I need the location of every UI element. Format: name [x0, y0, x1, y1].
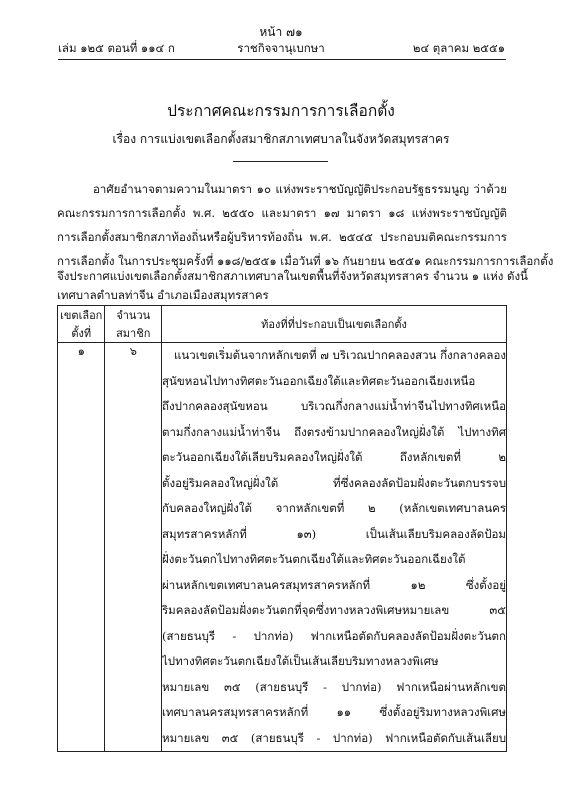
header-area-description: ท้องที่ที่ประกอบเป็นเขตเลือกตั้ง	[162, 306, 507, 343]
description-line: ริมคลองลัดป้อมฝั่งตะวันตกที่จุดซึ่งทางหลวงพิเศษหมายเลข ๓๕	[162, 603, 506, 617]
table-header-row	[58, 306, 507, 343]
description-line: สมุทรสาครหลักที่ ๑๓) เป็นเส้นเลียบริมคลองลัดป้อม	[162, 526, 506, 541]
member-count: ๖	[105, 343, 162, 752]
description-line: ไปทางทิศตะวันตกเฉียงใต้เป็นเส้นเลียบริมทางหลวงพิเศษ	[162, 654, 439, 668]
description-line: หมายเลข ๓๕ (สายธนบุรี - ปากท่อ) ฟากเหนือผ่านหลักเขต	[162, 679, 506, 694]
gazette-volume: เล่ม ๑๒๕ ตอนที่ ๑๑๔ ก	[58, 41, 175, 55]
description-line: ตะวันออกเฉียงใต้เลียบริมคลองใหญ่ฝั่งใต้ ถึงหลักเขตที่ ๒	[162, 450, 506, 464]
announcement-title: ประกาศคณะกรรมการการเลือกตั้ง	[167, 102, 395, 120]
description-line: แนวเขตเริ่มต้นจากหลักเขตที่ ๗ บริเวณปากคลองสวน กึ่งกลางคลอง	[174, 348, 506, 362]
paragraph-line: คณะกรรมการการเลือกตั้ง พ.ศ. ๒๕๕๐ และมาตรา ๑๗ มาตรา ๑๘ แห่งพระราชบัญญัติ	[57, 206, 507, 220]
district-number: ๑	[58, 343, 105, 752]
paragraph-line: จึงประกาศแบ่งเขตเลือกตั้งสมาชิกสภาเทศบาลในเขตพื้นที่จังหวัดสมุทรสาคร จำนวน ๑ แห่ง ดังนี้	[57, 269, 528, 283]
page-number: หน้า ๗๑	[259, 25, 303, 39]
description-line: หมายเลข ๓๕ (สายธนบุรี - ปากท่อ) ฟากเหนือตัดกับเส้นเลียบ	[162, 730, 506, 745]
description-line: สุนัขหอนไปทางทิศตะวันออกเฉียงใต้และทิศตะวันออกเฉียงเหนือ	[162, 373, 476, 388]
description-line: ฝั่งตะวันตกไปทางทิศตะวันตกเฉียงใต้และทิศตะวันออกเฉียงใต้	[162, 552, 466, 566]
paragraph-line: การเลือกตั้งสมาชิกสภาท้องถิ่นหรือผู้บริหารท้องถิ่น พ.ศ. ๒๕๔๕ ประกอบมติคณะกรรมการ	[57, 230, 507, 244]
area-description	[162, 343, 507, 752]
paragraph-line: การเลือกตั้ง ในการประชุมครั้งที่ ๑๑๘/๒๕๕๑ เมื่อวันที่ ๑๖ กันยายน ๒๕๕๑ คณะกรรมการการเลือกตั้ง	[57, 254, 554, 268]
paragraph-line: อาศัยอำนาจตามความในมาตรา ๑๐ แห่งพระราชบัญญัติประกอบรัฐธรรมนูญ ว่าด้วย	[93, 182, 507, 196]
announcement-subject: เรื่อง การแบ่งเขตเลือกตั้งสมาชิกสภาเทศบาลในจังหวัดสมุทรสาคร	[112, 132, 450, 146]
electoral-district-table	[57, 305, 507, 752]
description-line: กับคลองใหญ่ฝั่งใต้ จากหลักเขตที่ ๒ (หลักเขตเทศบาลนคร	[162, 501, 506, 515]
header-district-number: เขตเลือกตั้งที่	[58, 306, 105, 343]
gazette-date: ๒๔ ตุลาคม ๒๕๕๑	[412, 41, 505, 55]
description-line: ถึงปากคลองสุนัขหอน บริเวณกึ่งกลางแม่น้ำท่าจีนไปทางทิศเหนือ	[162, 399, 506, 413]
gazette-name: ราชกิจจานุเบกษา	[237, 41, 325, 55]
header-member-count: จำนวนสมาชิก	[105, 306, 162, 343]
description-line: (สายธนบุรี - ปากท่อ) ฟากเหนือตัดกับคลองลัดป้อมฝั่งตะวันตก	[162, 628, 506, 643]
description-line: ตั้งอยู่ริมคลองใหญ่ฝั่งใต้ ที่ซึ่งคลองลัดป้อมฝั่งตะวันตกบรรจบ	[162, 475, 506, 490]
description-line: ตามกึ่งกลางแม่น้ำท่าจีน ถึงตรงข้ามปากคลองใหญ่ฝั่งใต้ ไปทางทิศ	[162, 424, 506, 439]
description-line: เทศบาลนครสมุทรสาครหลักที่ ๑๑ ซึ่งตั้งอยู่ริมทางหลวงพิเศษ	[162, 705, 506, 719]
description-line: ผ่านหลักเขตเทศบาลนครสมุทรสาครหลักที่ ๑๒ ซึ่งตั้งอยู่	[162, 577, 506, 592]
paragraph-line: เทศบาลตำบลท่าจีน อำเภอเมืองสมุทรสาคร	[57, 288, 269, 302]
table-row	[58, 343, 507, 752]
title-divider	[233, 161, 328, 162]
header-divider	[58, 59, 506, 60]
